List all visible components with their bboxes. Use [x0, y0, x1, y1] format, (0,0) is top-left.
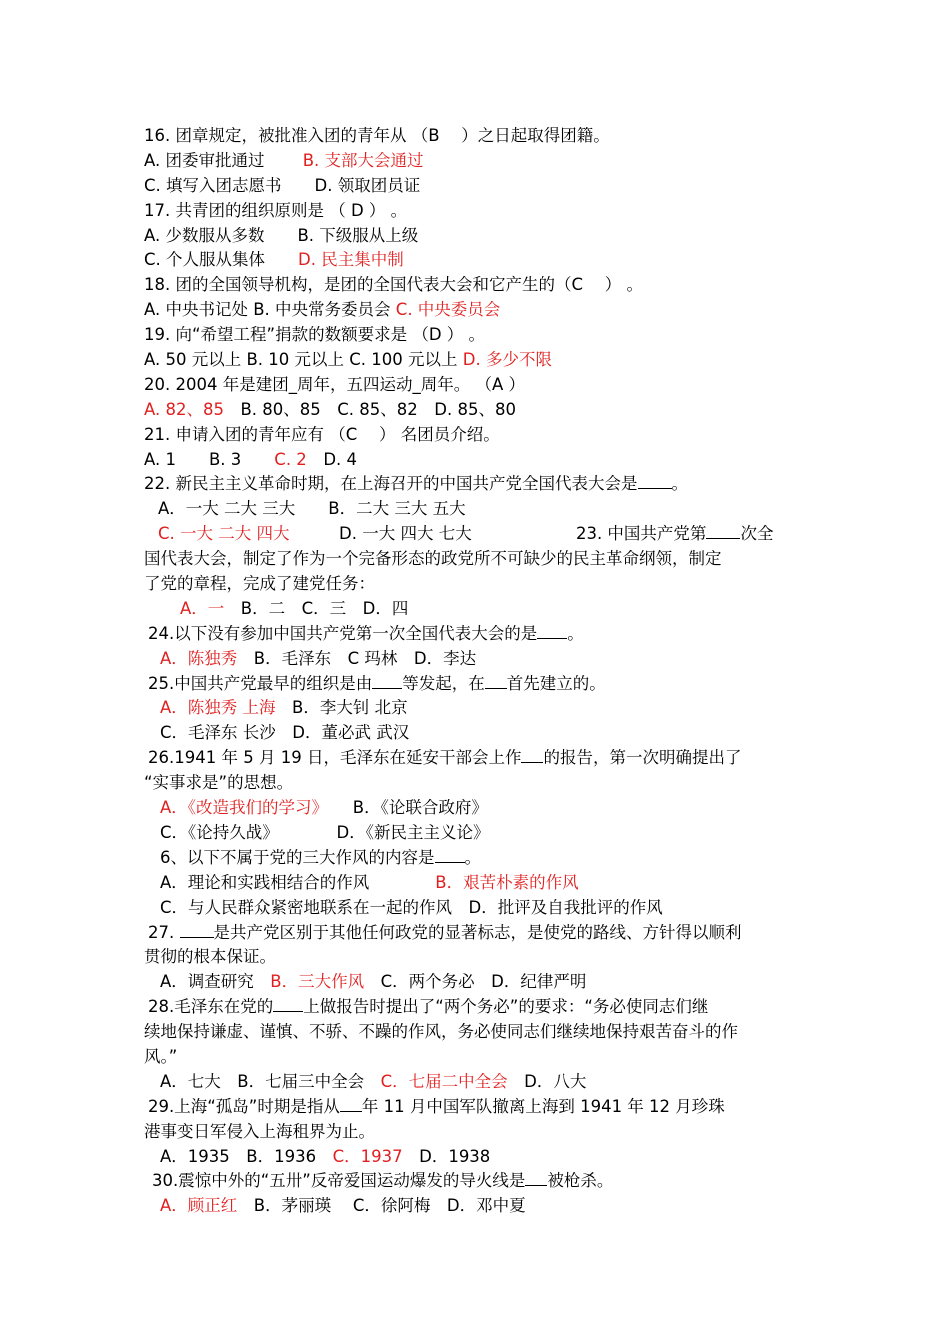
text-line — [144, 846, 814, 871]
text-segment: 29.上海“孤岛”时期是指从 — [148, 1096, 340, 1116]
text-line — [144, 672, 814, 697]
text-segment: 了党的章程，完成了建党任务： — [144, 574, 375, 594]
text-segment: D. 4 — [306, 449, 358, 469]
text-segment: B. 80、85 C. 85、82 D. 85、80 — [223, 399, 516, 419]
text-line — [144, 1194, 814, 1219]
text-segment: 26.1941 年 5 月 19 日，毛泽东在延安干部会上作 — [148, 748, 522, 768]
text-segment: 18. 团的全国领导机构，是团的全国代表大会和它产生的（C ） 。 — [144, 275, 643, 295]
correct-answer: D. 多少不限 — [462, 350, 552, 370]
text-line — [144, 298, 814, 323]
text-line — [144, 622, 814, 647]
text-line — [144, 871, 814, 896]
text-segment: 17. 共青团的组织原则是 （ D ） 。 — [144, 200, 408, 220]
text-line — [144, 149, 814, 174]
text-segment: 贯彻的根本保证。 — [144, 947, 276, 967]
text-line — [144, 1045, 814, 1070]
text-line — [144, 995, 814, 1020]
text-segment: 等发起，在 — [402, 673, 485, 693]
text-segment: 28.毛泽东在党的 — [148, 997, 274, 1017]
correct-answer: C. 中央委员会 — [395, 300, 501, 320]
text-line — [144, 373, 814, 398]
text-segment: D. 一大 四大 七大 23. 中国共产党第 — [289, 524, 707, 544]
text-line — [144, 696, 814, 721]
answer-blank — [435, 846, 465, 863]
text-segment: C．《论持久战》 D．《新民主主义论》 — [160, 822, 490, 842]
answer-blank — [340, 1095, 362, 1112]
text-segment: 次全 — [740, 524, 774, 544]
text-line — [144, 921, 814, 946]
answer-blank — [180, 921, 214, 938]
answer-blank — [521, 746, 543, 763]
correct-answer: A．《改造我们的学习》 — [160, 798, 320, 818]
text-line — [144, 746, 814, 771]
text-line — [144, 1070, 814, 1095]
text-segment: 24.以下没有参加中国共产党第一次全国代表大会的是 — [148, 623, 538, 643]
text-segment: C．毛泽东 长沙 D．董必武 武汉 — [160, 723, 410, 743]
correct-answer: D. 民主集中制 — [298, 250, 404, 270]
text-segment: C. 填写入团志愿书 D. 领取团员证 — [144, 175, 421, 195]
text-segment: B．《论联合政府》 — [319, 798, 488, 818]
answer-blank — [525, 1169, 547, 1186]
text-segment: D．八大 — [507, 1071, 587, 1091]
answer-blank — [638, 472, 672, 489]
text-segment: A. 1 B. 3 — [144, 449, 275, 469]
text-line — [144, 199, 814, 224]
text-segment: 22. 新民主主义革命时期，在上海召开的中国共产党全国代表大会是 — [144, 474, 638, 494]
text-segment: 的报告，第一次明确提出了 — [543, 748, 742, 768]
correct-answer: A．顾正红 — [160, 1196, 238, 1216]
text-segment: 。 — [464, 847, 481, 867]
text-segment: 21. 申请入团的青年应有 （C ） 名团员介绍。 — [144, 424, 500, 444]
text-segment: 港事变日军侵入上海租界为止。 — [144, 1121, 375, 1141]
correct-answer: A．一 — [180, 598, 225, 618]
text-segment: 上做报告时提出了“两个务必”的要求：“务必使同志们继 — [303, 997, 709, 1017]
text-line — [144, 448, 814, 473]
text-line — [144, 1145, 814, 1170]
correct-answer: C．1937 — [332, 1146, 403, 1166]
correct-answer: A. 82、85 — [144, 399, 224, 419]
answer-blank — [537, 622, 567, 639]
text-line — [144, 248, 814, 273]
question-list — [144, 124, 814, 1219]
text-line — [144, 597, 814, 622]
text-segment: 续地保持谦虚、谨慎、不骄、不躁的作风，务必使同志们继续地保持艰苦奋斗的作 — [144, 1022, 738, 1042]
text-segment: 16. 团章规定，被批准入团的青年从 （B ）之日起取得团籍。 — [144, 126, 610, 145]
text-segment: 。 — [567, 623, 584, 643]
text-segment: C．两个务必 D．纪律严明 — [364, 972, 587, 992]
text-segment: D．1938 — [402, 1146, 491, 1166]
answer-blank — [372, 672, 402, 689]
text-segment: 首先建立的。 — [506, 673, 606, 693]
text-segment: 国代表大会，制定了作为一个完备形态的政党所不可缺少的民主革命纲领，制定 — [144, 549, 722, 569]
text-line — [144, 472, 814, 497]
text-line — [144, 771, 814, 796]
text-line — [144, 398, 814, 423]
text-line — [144, 547, 814, 572]
text-segment: C．与人民群众紧密地联系在一起的作风 D．批评及自我批评的作风 — [160, 897, 663, 917]
text-line — [144, 572, 814, 597]
text-line — [144, 497, 814, 522]
text-line — [144, 1169, 814, 1194]
text-line — [144, 323, 814, 348]
text-segment: B．毛泽东 C 玛林 D．李达 — [237, 648, 477, 668]
text-line — [144, 224, 814, 249]
text-segment: 6、以下不属于党的三大作风的内容是 — [160, 847, 435, 867]
text-segment: 是共产党区别于其他任何政党的显著标志，是使党的路线、方针得以顺利 — [213, 922, 742, 942]
text-segment: A．一大 二大 三大 B．二大 三大 五大 — [158, 499, 466, 519]
text-segment: B．茅丽瑛 C．徐阿梅 D．邓中夏 — [237, 1196, 526, 1216]
text-segment: A. 50 元以上 B. 10 元以上 C. 100 元以上 — [144, 350, 463, 370]
text-line — [144, 1120, 814, 1145]
text-line — [144, 273, 814, 298]
answer-blank — [706, 522, 740, 539]
text-line — [144, 945, 814, 970]
text-segment: B．李大钊 北京 — [275, 698, 408, 718]
text-line — [144, 721, 814, 746]
text-segment: 被枪杀。 — [547, 1171, 614, 1191]
text-segment: 20. 2004 年是建团_周年，五四运动_周年。 （A ） — [144, 374, 525, 394]
text-segment: 27. — [148, 922, 180, 942]
correct-answer: C. 一大 二大 四大 — [158, 524, 290, 544]
text-line — [144, 647, 814, 672]
text-segment: C. 个人服从集体 — [144, 250, 299, 270]
text-segment: 风。” — [144, 1046, 178, 1066]
correct-answer: C. 2 — [274, 449, 307, 469]
correct-answer: B．三大作风 — [270, 972, 365, 992]
correct-answer: B．艰苦朴素的作风 — [435, 872, 579, 892]
text-line — [144, 970, 814, 995]
text-line — [144, 124, 814, 149]
text-segment: 。 — [671, 474, 688, 494]
correct-answer: B. 支部大会通过 — [302, 150, 424, 170]
text-line — [144, 348, 814, 373]
text-segment: 30.震惊中外的“五卅”反帝爱国运动爆发的导火线是 — [152, 1171, 526, 1191]
correct-answer: C．七届二中全会 — [380, 1071, 508, 1091]
text-line — [144, 1020, 814, 1045]
text-segment: 19. 向“希望工程”捐款的数额要求是 （D ） 。 — [144, 325, 486, 345]
text-segment: A．七大 B．七届三中全会 — [160, 1071, 381, 1091]
answer-blank — [485, 672, 507, 689]
answer-blank — [273, 995, 303, 1012]
correct-answer: A．陈独秀 上海 — [160, 698, 276, 718]
text-segment: 年 11 月中国军队撤离上海到 1941 年 12 月珍珠 — [361, 1096, 725, 1116]
text-line — [144, 174, 814, 199]
correct-answer: A．陈独秀 — [160, 648, 238, 668]
text-segment: A．理论和实践相结合的作风 — [160, 872, 436, 892]
text-segment: “实事求是”的思想。 — [144, 773, 294, 793]
text-segment: A. 团委审批通过 — [144, 150, 303, 170]
text-segment: 25.中国共产党最早的组织是由 — [148, 673, 373, 693]
text-line — [144, 821, 814, 846]
text-segment: B．二 C．三 D．四 — [224, 598, 409, 618]
text-segment: A. 中央书记处 B. 中央常务委员会 — [144, 300, 396, 320]
text-line — [144, 423, 814, 448]
text-segment: A．调查研究 — [160, 972, 271, 992]
text-segment: A. 少数服从多数 B. 下级服从上级 — [144, 225, 419, 245]
text-line — [144, 796, 814, 821]
text-line — [144, 1095, 814, 1120]
text-line — [144, 522, 814, 547]
text-segment: A．1935 B．1936 — [160, 1146, 333, 1166]
text-line — [144, 896, 814, 921]
